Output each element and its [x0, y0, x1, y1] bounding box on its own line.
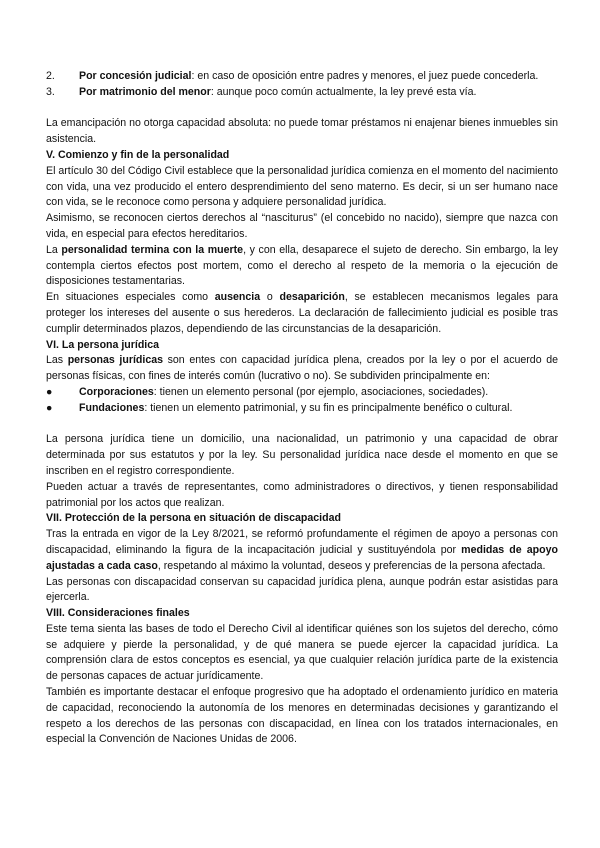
bullet-text	[79, 401, 558, 417]
bold-term: personas jurídicas	[67, 354, 163, 367]
document-page	[46, 69, 558, 748]
section-heading-vii: VII. Protección de la persona en situación de discapacidad	[46, 512, 341, 525]
paragraph: El artículo 30 del Código Civil establece que la personalidad jurídica comienza en el momento del nacimiento con vida, una vez producido el entero desprendimiento del seno materno. Es decir, si un ser humano nace con vida, se le reconoce como persona y adquiere personalidad jurídica.	[46, 164, 558, 209]
bold-term: personalidad termina con la muerte	[61, 243, 244, 256]
text-run: o	[260, 291, 280, 304]
bullet-text	[79, 385, 558, 401]
paragraph: Las personas con discapacidad conservan su capacidad jurídica plena, aunque podrán estar asistidas para ejercerla.	[46, 575, 558, 604]
list-number: 3.	[46, 85, 55, 98]
paragraph	[46, 353, 558, 385]
text-run: : tienen un elemento personal (por ejemplo, asociaciones, sociedades).	[153, 385, 489, 398]
text-run: Las	[46, 354, 68, 367]
text-run: : tienen un elemento patrimonial, y su fin es principalmente benéfico o cultural.	[144, 401, 513, 414]
text-run: , respetando al máximo la voluntad, deseos y preferencias de la persona afectada.	[157, 559, 546, 572]
spacer	[46, 417, 558, 433]
text-run: son entes con capacidad jurídica plena, creados por la ley o por el acuerdo de personas físicas, con fines de interés común (lucrativo o no). Se subdividen principalmente en:	[46, 354, 558, 383]
section-heading-v: V. Comienzo y fin de la personalidad	[46, 148, 230, 161]
text-run: Tras la entrada en vigor de la Ley 8/2021, se reformó profundamente el régimen de apoyo a personas con discapacidad, eliminando la figura de la incapacitación judicial y sustituyéndola por	[46, 528, 558, 556]
list-term: Por matrimonio del menor	[79, 85, 211, 98]
paragraph	[46, 527, 558, 574]
text-run: La	[46, 243, 62, 256]
bold-term: medidas de apoyo ajustadas a cada caso	[46, 543, 558, 572]
list-text	[79, 85, 558, 101]
list-description: : aunque poco común actualmente, la ley prevé esta vía.	[210, 85, 477, 98]
bullet-item	[46, 401, 558, 417]
paragraph: La persona jurídica tiene un domicilio, una nacionalidad, un patrimonio y una capacidad de obrar determinada por sus estatutos y por la ley. Su personalidad jurídica nace desde el momento en que se inscriben en el registro correspondiente.	[46, 433, 558, 477]
bullet-item	[46, 385, 558, 401]
text-run: En situaciones especiales como	[46, 291, 215, 304]
bold-term: ausencia	[214, 291, 261, 304]
text-run: , se establecen mecanismos legales para proteger los intereses del ausente o sus herederos. La declaración de fallecimiento judicial es posible tras cumplir determinados plazos, dependiendo de las circunstancias de la desaparición.	[46, 291, 559, 335]
paragraph	[46, 290, 558, 337]
section-heading-viii: VIII. Consideraciones finales	[46, 607, 190, 620]
section-heading-vi: VI. La persona jurídica	[46, 338, 160, 351]
bold-term: Fundaciones	[79, 401, 145, 414]
paragraph: Asimismo, se reconocen ciertos derechos al “nasciturus” (el concebido no nacido), siempre que nazca con vida, en especial para efectos hereditarios.	[46, 212, 558, 240]
paragraph: También es importante destacar el enfoque progresivo que ha adoptado el ordenamiento jurídico en materia de capacidad, reconociendo la autonomía de los menores en determinadas decisiones y garantizando el respeto a los derechos de las personas con discapacidad, en línea con los tratados internacionales, en especial la Convención de Naciones Unidas de 2006.	[46, 686, 558, 746]
bullet-icon: ●	[46, 401, 53, 414]
list-item	[46, 69, 558, 85]
emancipation-note: La emancipación no otorga capacidad absoluta: no puede tomar préstamos ni enajenar bienes inmuebles sin asistencia.	[46, 117, 558, 146]
list-number: 2.	[46, 70, 55, 82]
bold-term: desaparición	[279, 291, 345, 304]
list-text	[79, 69, 558, 85]
bold-term: Corporaciones	[79, 385, 154, 398]
spacer	[46, 101, 558, 117]
paragraph: Este tema sienta las bases de todo el Derecho Civil al identificar quiénes son los sujetos del derecho, cómo se adquiere y pierde la personalidad, y de qué manera se puede ejercer la capacidad jurídica. La comprensión clara de estos conceptos es esencial, ya que cualquier relación jurídica parte de la existencia de personas capaces de actuar jurídicamente.	[46, 622, 558, 683]
text-run: , y con ella, desaparece el sujeto de derecho. Sin embargo, la ley contempla ciertos efectos post mortem, como el derecho al respeto de la memoria o la ejecución de disposiciones testamentarias.	[46, 243, 558, 288]
paragraph	[46, 243, 558, 290]
list-description: : en caso de oposición entre padres y menores, el juez puede concederla.	[191, 70, 539, 82]
list-item	[46, 85, 558, 101]
list-term: Por concesión judicial	[79, 70, 192, 82]
bullet-icon: ●	[46, 385, 53, 398]
paragraph: Pueden actuar a través de representantes, como administradores o directivos, y tienen responsabilidad patrimonial por los actos que realizan.	[46, 480, 558, 509]
